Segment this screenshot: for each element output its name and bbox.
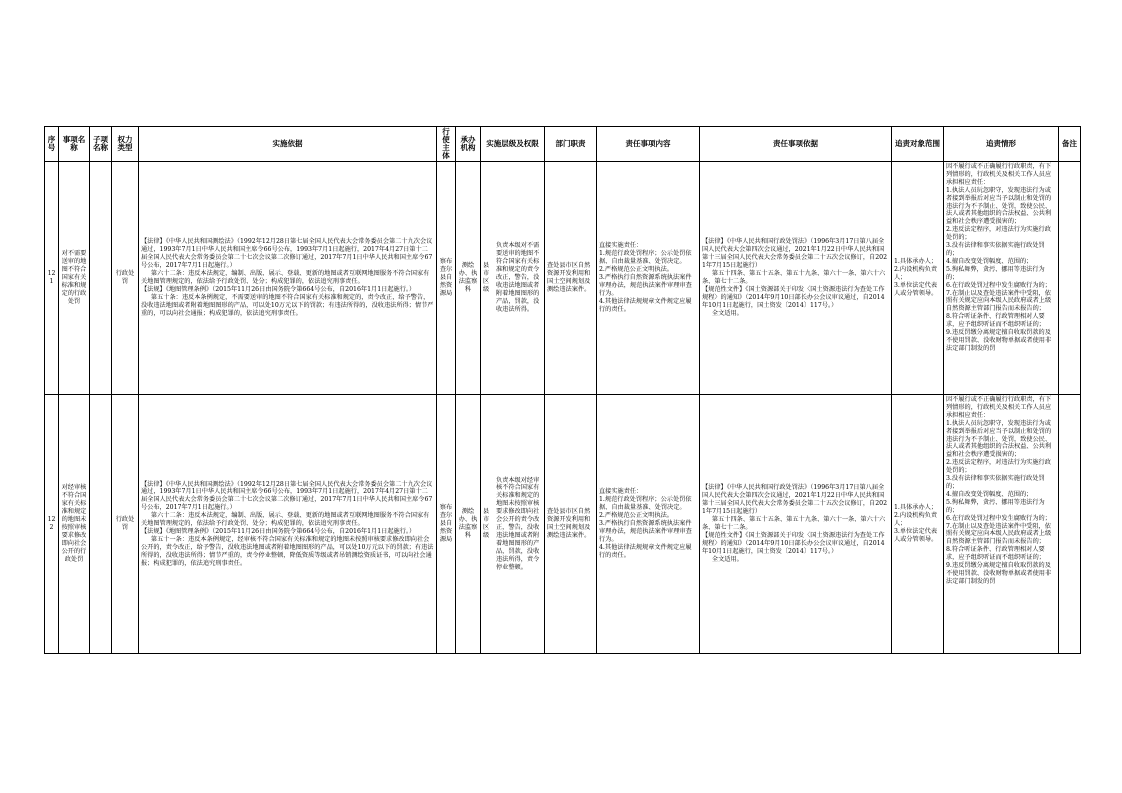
responsibility-content [597,395,700,654]
resp-line: 直接实施责任： [599,242,643,250]
header-row [45,127,1081,162]
header-cell: 追责对象范围 [892,127,944,162]
header-cell: 权力类型 [112,127,139,162]
dbasis-paragraph: 【规范性文件】《国土资源部关于印发〈国土资源违法行为查处工作规程〉的通知》（2014年9月10日部长办公会议审议通过，自2014年10月1日起施行，国土资发〔2014〕117号。） [702,285,885,309]
sub-item-name [90,395,112,654]
level-label: 县市区级 [483,262,490,293]
resp-line: 3.严格执行自然资源系统执法案件审理办法，规范执法案件审理审查行为。 [599,520,692,543]
department-duty: 查处县市区自然资源开发利用和国土空间规划及测绘违法案件。 [545,162,597,395]
scope-line: 1.具体承办人； [894,258,938,266]
row-number: 121 [45,162,59,395]
resp-line: 4.其他法律法规规章文件规定应履行的责任。 [599,543,692,559]
dbasis-paragraph: 【法律】《中华人民共和国行政处罚法》（1996年3月17日第八届全国人民代表大会第四次会议通过，2021年1月22日中华人民共和国第十三届全国人民代表大会常务委员会第二十五次会议修订，自2021年7月15日起施行） [702,238,888,270]
resp-line: 2.严格规范公正文明执法。 [599,266,673,274]
header-cell: 实施层级及权限 [481,127,545,162]
header-cell: 行使主体 [437,127,456,162]
accountability-scope [892,162,944,395]
power-type: 行政处罚 [112,395,139,654]
header-cell: 序号 [45,127,59,162]
remarks [1059,395,1081,654]
basis-paragraph: 第五十一条：违反本条例规定，经审核不符合国家有关标准和规定的地图未按照审核要求修改即向社会公开的，责令改正，给予警告，没收违法地图或者附着地图图形的产品，可以处10万元以下的罚款；有违法所得的，没收违法所得；情节严重的，责令停业整顿，降低资质等级或者吊销测绘资质证书，可以向社会通报；构成犯罪的，依法追究刑事责任。 [141,535,434,567]
responsibility-basis [700,395,892,654]
dbasis-paragraph: 第五十四条、第五十五条、第五十九条、第六十一条、第六十六条、第七十二条。 [702,270,886,285]
basis-paragraph: 【法律】《中华人民共和国测绘法》（1992年12月28日第七届全国人民代表大会常务委员会第二十九次会议通过，1993年7月1日中华人民共和国主席令66号公布，1993年7月1日起施行，2017年4月27日第十二届全国人民代表大会常务委员会第二十七次会议第二次修订通过，2017年7月1日中华人民共和国主席令67号公布，2017年7月1日起施行。） [141,238,433,270]
situation-line: 2.违反法定程序，对违法行为实施行政处罚的； [946,459,1051,475]
resp-line: 3.严格执行自然资源系统执法案件审理办法，规范执法案件审理审查行为。 [599,274,692,297]
basis-paragraph: 第六十二条：违反本法规定，编制、出版、展示、登载、更新的地图或者互联网地图服务不符合国家有关地图管理规定的，依法给予行政处罚、处分；构成犯罪的，依法追究刑事责任。 [141,512,430,528]
dbasis-paragraph: 全文适用。 [711,309,743,317]
department-duty: 查处县市区自然资源开发利用和国土空间规划及测绘违法案件。 [545,395,597,654]
header-cell: 实施依据 [139,127,437,162]
handling-organization: 测绘办、执法监察科 [456,395,481,654]
situation-line: 1.执法人员玩忽职守，发现违法行为或者接到举报后对应当予以制止和处罚的违法行为不予制止、处罚，致使公民、法人或者其他组织的合法权益、公共利益和社会秩序遭受损害的； [946,186,1052,226]
situation-line: 2.违反法定程序，对违法行为实施行政处罚的； [946,226,1051,242]
responsibility-table [44,126,1081,654]
situation-line: 8.符合听证条件、行政管理相对人要求，应予组织听证而不组织听证的； [946,313,1045,329]
authority-text: 负责本级对经审核不符合国家有关标准和规定的地图未按照审核要求修改即向社会公开的责令改正，警告，没收违法地图或者附着地图图形的产品，罚款，没收违法所得，责令停业整顿。 [496,476,540,571]
dbasis-paragraph: 全文适用。 [711,555,743,563]
situation-line: 4.擅自改变处罚幅度、范围的； [946,257,1033,265]
level-authority [481,395,545,654]
level-authority [481,162,545,395]
basis-paragraph: 第六十二条：违反本法规定，编制、出版、展示、登载、更新的地图或者互联网地图服务不符合国家有关地图管理规定的，依法给予行政处罚、处分；构成犯罪的，依法追究刑事责任。 [141,270,430,285]
table-row [45,162,1081,395]
accountability-situations [944,162,1059,395]
handling-organization: 测绘办、执法监察科 [456,162,481,395]
situation-line: 5.徇私舞弊，贪污、挪用等违法行为的； [946,265,1045,281]
item-name: 对经审核不符合国家有关标准和规定的地图未按照审核要求修改即向社会公开的行政处罚 [59,395,90,654]
resp-line: 直接实施责任： [599,488,643,496]
situation-line: 5.徇私舞弊，贪污、挪用等违法行为的； [946,498,1045,514]
situation-line: 3.没有法律和事实依据实施行政处罚的； [946,475,1045,490]
table-row [45,395,1081,654]
resp-line: 1.规范行政处罚程序；公示处罚依据、自由裁量基准、处罚决定。 [599,250,692,266]
situation-line: 7.在制止以及查处违法案件中受阻，依照有关规定应向本级人民政府或者上级自然资源主管部门报告而未报告的； [946,522,1052,546]
accountability-situations [944,395,1059,654]
basis-paragraph: 【法规】《地图管理条例》（2015年11月26日由国务院令第664号公布，自2016年1月1日起施行。） [141,527,416,535]
situation-line: 因不履行或不正确履行行政职责，有下列情形的，行政机关及相关工作人员应承担相应责任： [946,163,1052,186]
header-cell: 责任事项内容 [597,127,700,162]
basis-paragraph: 【法律】《中华人民共和国测绘法》（1992年12月28日第七届全国人民代表大会常务委员会第二十九次会议通过，1993年7月1日中华人民共和国主席令66号公布，1993年7月1日起施行，2017年4月27日第十二届全国人民代表大会常务委员会第二十七次会议第二次修订通过，2017年7月1日中华人民共和国主席令67号公布，2017年7月1日起施行。） [141,480,433,512]
accountability-scope [892,395,944,654]
situation-line: 因不履行或不正确履行行政职责，有下列情形的，行政机关及相关工作人员应承担相应责任： [946,396,1052,419]
exercising-subject: 察布查尔县自然资源局 [437,395,456,654]
resp-line: 1.规范行政处罚程序；公示处罚依据、自由裁量基准、处罚决定。 [599,496,692,512]
resp-line: 4.其他法律法规规章文件规定应履行的责任。 [599,297,692,313]
resp-line: 2.严格规范公正文明执法。 [599,512,673,520]
dbasis-paragraph: 第五十四条、第五十五条、第五十九条、第六十一条、第六十六条、第七十二条。 [702,516,886,531]
dbasis-paragraph: 【法律】《中华人民共和国行政处罚法》（1996年3月17日第八届全国人民代表大会第四次会议通过，2021年1月22日中华人民共和国第十三届全国人民代表大会常务委员会第二十五次会议修订，自2021年7月15日起施行） [702,484,888,516]
situation-line: 7.在制止以及查处违法案件中受阻，依照有关规定应向本级人民政府或者上级自然资源主管部门报告而未报告的； [946,289,1052,313]
basis-paragraph: 第五十条：违反本条例规定，不需要送审的地图不符合国家有关标准和规定的，责令改正，给予警告，没收违法地图或者附着地图图形的产品，可以处10万元以下的罚款；有违法所得的，没收违法所得；情节严重的，可以向社会通报；构成犯罪的，依法追究刑事责任。 [141,293,434,317]
basis-paragraph: 【法规】《地图管理条例》（2015年11月26日由国务院令第664号公布，自2016年1月1日起施行。） [141,285,416,293]
exercising-subject: 察布查尔县自然资源局 [437,162,456,395]
dbasis-paragraph: 【规范性文件】《国土资源部关于印发〈国土资源违法行为查处工作规程〉的通知》（2014年9月10日部长办公会议审议通过，自2014年10月1日起施行，国土资发〔2014〕117号。） [702,531,885,555]
situation-line: 9.违反罚缴分离规定擅自收取罚款的及不使用罚款、没收财物单据或者使用非法定部门制发的罚 [946,329,1052,352]
situation-line: 8.符合听证条件、行政管理相对人要求，应予组织听证而不组织听证的； [946,546,1045,562]
situation-line: 9.违反罚缴分离规定擅自收取罚款的及不使用罚款、没收财物单据或者使用非法定部门制发的罚 [946,562,1052,585]
level-label: 县市区级 [483,508,490,539]
scope-line: 3.单位法定代表人或分管领导。 [894,281,938,297]
situation-line: 4.擅自改变处罚幅度、范围的； [946,490,1033,498]
row-number: 122 [45,395,59,654]
item-name: 对不需要送审的地图不符合国家有关标准和规定的行政处罚 [59,162,90,395]
scope-line: 1.具体承办人； [894,504,938,512]
scope-line: 2.内设机构负责人； [894,266,938,282]
header-cell: 子项名称 [90,127,112,162]
header-cell: 部门职责 [545,127,597,162]
implementation-basis [139,395,437,654]
authority-text: 负责本级对不需要送审的地图不符合国家有关标准和规定的责令改正，警告，没收违法地图或者附着地图图形的产品，罚款，没收违法所得。 [496,242,540,313]
power-type: 行政处罚 [112,162,139,395]
situation-line: 1.执法人员玩忽职守，发现违法行为或者接到举报后对应当予以制止和处罚的违法行为不予制止、处罚，致使公民、法人或者其他组织的合法权益、公共利益和社会秩序遭受损害的； [946,419,1052,459]
scope-line: 3.单位法定代表人或分管领导。 [894,527,938,543]
responsibility-content [597,162,700,395]
situation-line: 3.没有法律和事实依据实施行政处罚的； [946,242,1045,257]
situation-line: 6.在行政处罚过程中发生腐败行为的； [946,281,1051,289]
header-cell: 事项名称 [59,127,90,162]
header-cell: 承办机构 [456,127,481,162]
header-cell: 备注 [1059,127,1081,162]
remarks [1059,162,1081,395]
implementation-basis [139,162,437,395]
responsibility-basis [700,162,892,395]
header-cell: 追责情形 [944,127,1059,162]
situation-line: 6.在行政处罚过程中发生腐败行为的； [946,514,1051,522]
header-cell: 责任事项依据 [700,127,892,162]
scope-line: 2.内设机构负责人； [894,512,938,528]
sub-item-name [90,162,112,395]
